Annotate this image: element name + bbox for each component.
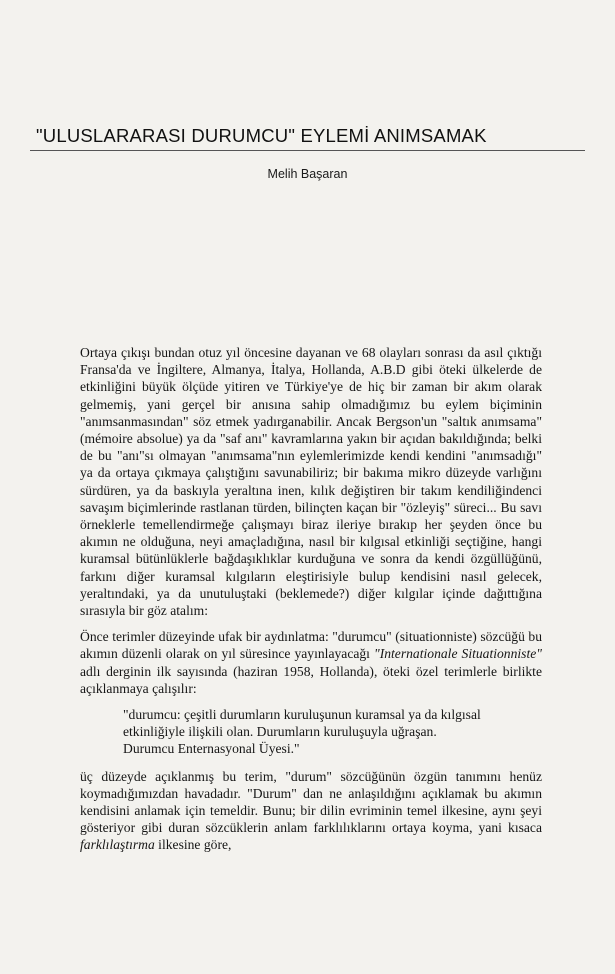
quote-line-1: "durumcu: çeşitli durumların kuruluşunun kuramsal ya da kılgısal etkinliğiyle ilişkili olan. Durumların kuruluşuyla uğraşan. (123, 707, 481, 740)
quote-line-2: Durumcu Enternasyonal Üyesi." (123, 741, 300, 757)
definition-quote (123, 706, 542, 758)
paragraph-3-text-b: ilkesine göre, (154, 837, 232, 853)
paragraph-3 (80, 768, 542, 854)
title-rule (30, 150, 585, 151)
author-name: Melih Başaran (267, 167, 348, 181)
paragraph-2-text-b: adlı derginin ilk sayısında (haziran 1958, Hollanda), öteki özel terimlerle birlikte açıklanmaya çalışılır: (80, 663, 542, 696)
article-body (80, 344, 542, 863)
paragraph-1: Ortaya çıkışı bundan otuz yıl öncesine dayanan ve 68 olayları sonrası da asıl çıktığı Fransa'da ve İngiltere, Almanya, İtalya, Hollanda, A.B.D gibi öteki ülkelerde de etkinliğini büyük ölçüde yitiren ve Türkiye'ye de hiç bir zaman bir akım olarak gelmemiş, yani gerçel bir anısına sahip olmadığımız bu eylem biçiminin "anımsanmasından" söz etmek yadırganabilir. Ancak Bergson'un "saltık anımsama" (mémoire absolue) ya da "saf anı" kavramlarına yakın bir açıdan bakıldığında; belki de bu "anı"sı olmayan "anımsama"nın eylemlerimizde kendi kendini "anımsadığı" ya da ortaya çıkmaya çalıştığını savunabiliriz; bir bakıma mikro düzeyde varlığını sürdüren, ya da baskıyla yeraltına inen, kılık değiştiren bir takım kendiliğindenci savaşım biçimlerinde rastlanan türden, bilinçten kaçan bir "özleyiş" süreci... Bu savı örneklerle temellendirmeğe çalışmayı biraz ileriye bırakıp her şeyden önce bu akımın ne olduğuna, neyi amaçladığına, nasıl bir kılgısal etkinliği seçtiğine, hangi kuramsal bütünlüklerle bağdaşıklıklar kurduğuna ve sonra da kendi özgüllüğünü, farkını diğer kuramsal kılgıların eleştirisiyle bulup kendisini nasıl gelecek, yeraltındaki, ya da unutuluştaki (beklemede?) diğer kılgılar içinde dağıttığına sırasıyla bir göz atalım: (80, 345, 542, 619)
article-title: "ULUSLARARASI DURUMCU" EYLEMİ ANIMSAMAK (36, 125, 487, 146)
paragraph-2-text-a: Önce terimler düzeyinde ufak bir aydınlatma: "durumcu" (situationniste) sözcüğü bu akımın düzenli olarak on yıl süresince yayınlayacağı (80, 629, 542, 662)
paragraph-2 (80, 628, 542, 697)
journal-title: "Internationale Situationniste" (374, 646, 542, 662)
paragraph-3-text-a: üç düzeyde açıklanmış bu terim, "durum" sözcüğünün özgün tanımını henüz koymadığımızdan havadadır. "Durum" dan ne anlaşıldığını açıklamak bu akımın kendisini anlamak için temeldir. Bunu; bir dilin evriminin temel ilkesine, aynı şeyi gösteriyor gibi duran sözcüklerin anlam farklılıklarını ortaya koyma, yani kısaca (80, 768, 542, 836)
emphasized-term: farklılaştırma (80, 837, 155, 853)
